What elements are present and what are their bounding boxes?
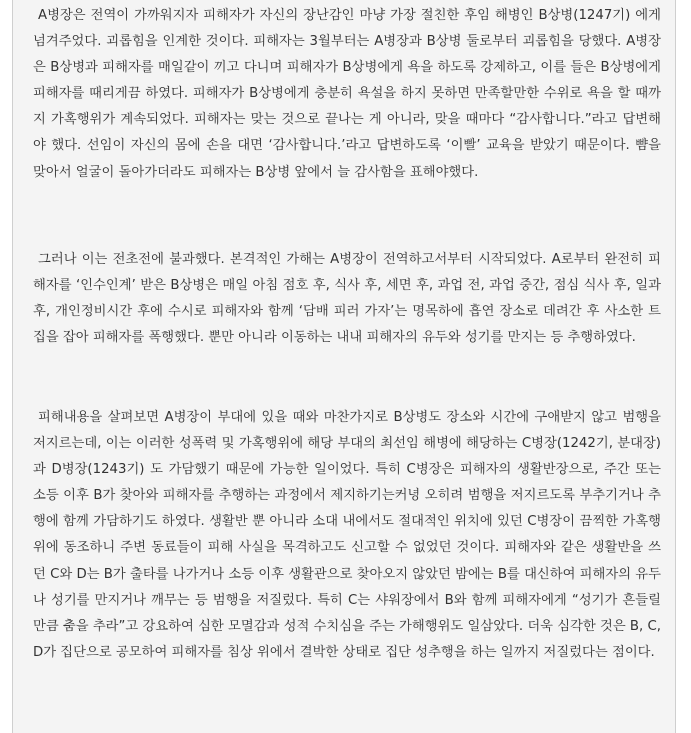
article-paragraph-3: 피해내용을 살펴보면 A병장이 부대에 있을 때와 마찬가지로 B상병도 장소와 시간에 구애받지 않고 범행을 저지르는데, 이는 이러한 성폭력 및 가혹행위에 해당 부대의 최선임 해병에 해당하는 C병장(1242기, 분대장) 과 D병장(1243기) 도 가담했기 때문에 가능한 일이었다. 특히 C병장은 피해자의 생활반장으로, 주간 또는 소등 이후 B가 찾아와 피해자를 추행하는 과정에서 제지하기는커녕 오히려 범행을 저지르도록 부추기거나 추행에 함께 가담하기도 하였다. 생활반 뿐 아니라 소대 내에서도 절대적인 위치에 있던 C병장이 끔찍한 가혹행위에 동조하니 주변 동료들이 피해 사실을 목격하고도 신고할 수 없었던 것이다. 피해자와 같은 생활반을 쓰던 C와 D는 B가 출타를 나가거나 소등 이후 생활관으로 찾아오지 않았던 밤에는 B를 대신하여 피해자의 유두나 성기를 만지거나 깨무는 등 범행을 저질렀다. 특히 C는 샤워장에서 B와 함께 피해자에게 “성기가 흔들릴 만큼 춤을 추라”고 강요하여 심한 모멸감과 성적 수치심을 주는 가해행위도 일삼았다. 더욱 심각한 것은 B, C, D가 집단으로 공모하여 피해자를 침상 위에서 결박한 상태로 집단 성추행을 하는 일까지 저질렀다는 점이다.	[33, 410, 662, 660]
article-paragraph-1: A병장은 전역이 가까워지자 피해자가 자신의 장난감인 마냥 가장 절친한 후임 해병인 B상병(1247기) 에게 넘겨주었다. 괴롭힘을 인계한 것이다. 피해자는 3월부터는 A병장과 B상병 둘로부터 괴롭힘을 당했다. A병장은 B상병과 피해자를 매일같이 끼고 다니며 피해자가 B상병에게 욕을 하도록 강제하고, 이를 들은 B상병에게 피해자를 때리게끔 하였다. 피해자가 B상병에게 충분히 욕설을 하지 못하면 만족할만한 수위로 욕을 할 때까지 가혹행위가 계속되었다. 피해자는 맞는 것으로 끝나는 게 아니라, 맞을 때마다 “감사합니다.”라고 답변해야 했다. 선임이 자신의 몸에 손을 대면 ‘감사합니다.’라고 답변하도록 ‘이빨’ 교육을 받았기 때문이다. 뺨을 맞아서 얼굴이 돌아가더라도 피해자는 B상병 앞에서 늘 감사함을 표해야했다.	[33, 8, 661, 180]
article-body	[12, 0, 676, 733]
article-paragraph-2: 그러나 이는 전초전에 불과했다. 본격적인 가해는 A병장이 전역하고서부터 시작되었다. A로부터 완전히 피해자를 ‘인수인계’ 받은 B상병은 매일 아침 점호 후, 식사 후, 세면 후, 과업 전, 과업 중간, 점심 식사 후, 일과 후, 개인정비시간 후에 수시로 피해자와 함께 ‘담배 피러 가자’는 명목하에 흡연 장소로 데려간 후 사소한 트집을 잡아 피해자를 폭행했다. 뿐만 아니라 이동하는 내내 피해자의 유두와 성기를 만지는 등 추행하였다.	[33, 252, 661, 346]
